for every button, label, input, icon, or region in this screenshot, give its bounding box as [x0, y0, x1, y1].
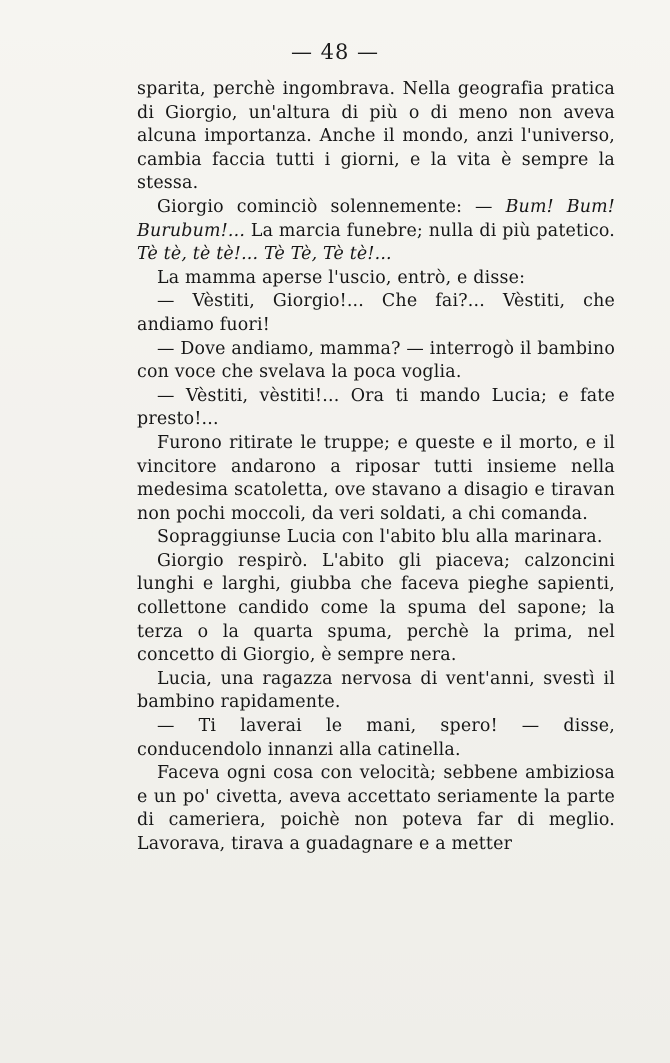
paragraph	[137, 526, 615, 550]
text-run: Sopraggiunse Lucia con l'abito blu alla marinara.	[157, 527, 603, 548]
paragraph	[137, 550, 615, 668]
text-run: La mamma aperse l'uscio, entrò, e disse:	[157, 267, 526, 288]
paragraph	[137, 715, 615, 762]
paragraph	[137, 338, 615, 385]
text-run: — Vèstiti, Giorgio!... Che fai?... Vèstiti, che andiamo fuori!	[137, 291, 615, 335]
text-run: Giorgio cominciò solennemente: —	[157, 196, 506, 217]
paragraph	[137, 267, 615, 291]
paragraph	[137, 196, 615, 267]
italic-text: Bum! Bum! Burubum!...	[137, 196, 615, 241]
text-run: — Ti laverai le mani, spero! — disse, conducendolo innanzi alla catinella.	[137, 716, 615, 760]
body-text	[137, 78, 615, 857]
text-run: Lucia, una ragazza nervosa di vent'anni, svestì il bambino rapidamente.	[137, 668, 615, 713]
paragraph	[137, 762, 615, 856]
text-run: Faceva ogni cosa con velocità; sebbene ambiziosa e un po' civetta, aveva accettato seriamente la parte di cameriera, poichè non poteva far di meglio. Lavorava, tirava a guadagnare e a metter	[137, 763, 615, 854]
text-run: — Vèstiti, vèstiti!... Ora ti mando Lucia; e fate presto!...	[137, 385, 615, 430]
paragraph	[137, 432, 615, 526]
paragraph	[137, 385, 615, 432]
paragraph	[137, 78, 615, 196]
text-run: — Dove andiamo, mamma? — interrogò il bambino con voce che svelava la poca voglia.	[137, 338, 615, 383]
italic-text: Tè tè, tè tè!... Tè Tè, Tè tè!...	[137, 244, 392, 265]
text-run: sparita, perchè ingombrava. Nella geografia pratica di Giorgio, un'altura di più o di meno non aveva alcuna importanza. Anche il mondo, anzi l'universo, cambia faccia tutti i giorni, e la vita è sempre la stessa.	[137, 79, 615, 194]
page-number: — 48 —	[290, 40, 380, 64]
text-run: Furono ritirate le truppe; e queste e il morto, e il vincitore andarono a riposar tutti insieme nella medesima scatoletta, ove stavano a disagio e tiravan non pochi moccoli, da veri soldati, a chi comanda.	[137, 432, 615, 524]
text-run: La marcia funebre; nulla di più patetico.	[245, 220, 615, 241]
paragraph	[137, 668, 615, 715]
text-run: Giorgio respirò. L'abito gli piaceva; calzoncini lunghi e larghi, giubba che faceva pieghe sapienti, collettone candido come la spuma del sapone; la terza o la quarta spuma, perchè la prima, nel concetto di Giorgio, è sempre nera.	[137, 550, 615, 666]
paragraph	[137, 290, 615, 337]
